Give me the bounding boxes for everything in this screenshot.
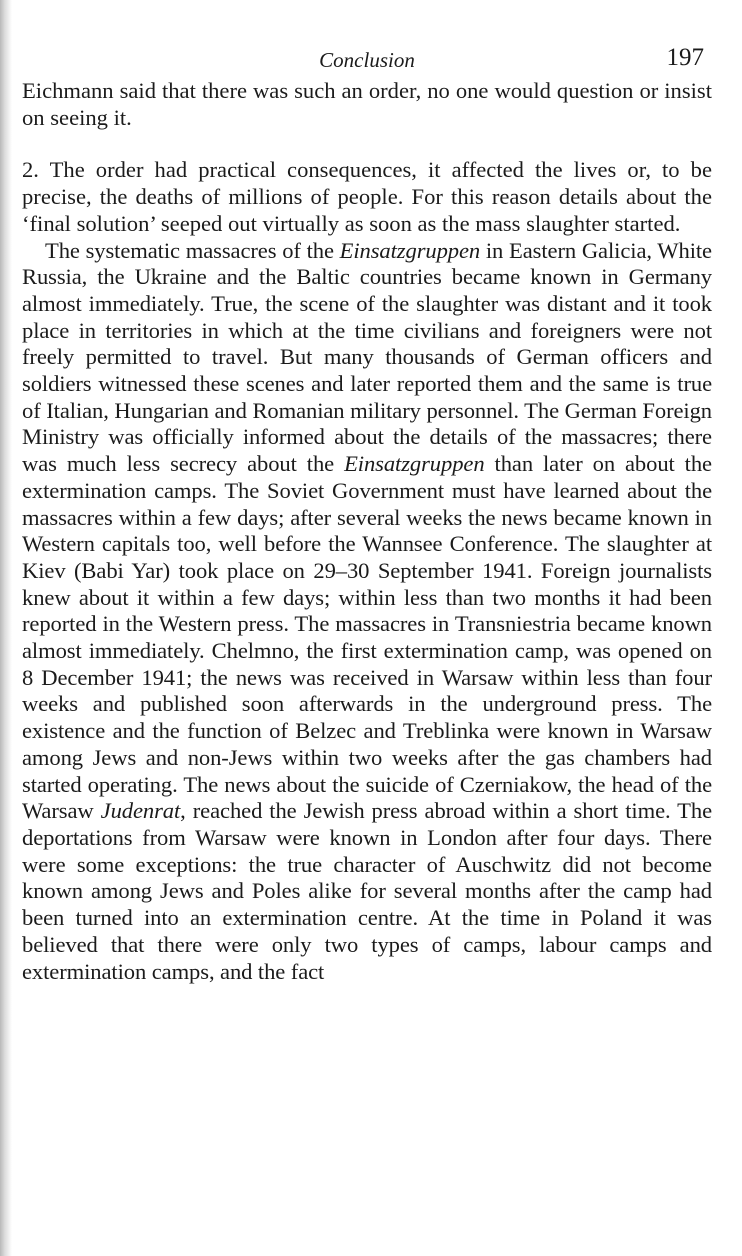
page-edge-shadow: [0, 0, 12, 1256]
italic-term: Einsatzgruppen: [339, 237, 481, 263]
italic-term: Einsatzgruppen: [344, 451, 485, 477]
text-run: The systematic massacres of the: [45, 237, 340, 263]
running-title: Conclusion: [319, 48, 415, 72]
italic-term: Judenrat: [100, 798, 181, 824]
text-run: than later on about the extermination camps. The Soviet Government must have learned about the massacres within a few days; after several weeks the news became known in Western capitals too, well before the Wannsee Conference. The slaughter at Kiev (Babi Yar) took place on 29–30 September 1941. Foreign journalists knew about it within a few days; within less than two months it had been reported in the Western press. The massacres in Transniestria became known almost immediately. Chelmno, the first extermination camp, was opened on 8 December 1941; the news was received in Warsaw within less than four weeks and published soon afterwards in the underground press. The existence and the function of Belzec and Treblinka were known in Warsaw among Jews and non-Jews within two weeks after the gas chambers had started operating. The news about the suicide of Czerniakow, the head of the Warsaw: [22, 451, 712, 824]
paragraph-point-2: 2. The order had practical consequences, it affected the lives or, to be precise, the deaths of millions of people. For this reason details about the ‘final solution’ seeped out virtually as soon as the mass slaughter started.: [22, 157, 712, 236]
text-run: in Eastern Galicia, White Russia, the Ukraine and the Baltic countries became known in Germany almost immediately. True, the scene of the slaughter was distant and it took place in territories in which at the time civilians and foreigners were not freely permitted to travel. But many thousands of German officers and soldiers witnessed these scenes and later reported them and the same is true of Italian, Hungarian and Romanian military personnel. The German Foreign Ministry was officially informed about the details of the massacres; there was much less secrecy about the: [22, 237, 712, 477]
page-header: [22, 44, 712, 78]
body-text: [22, 78, 712, 985]
text-run: , reached the Jewish press abroad within a short time. The deportations from Warsaw were known in London after four days. There were some exceptions: the true character of Auschwitz did not become known among Jews and Poles alike for several months after the camp had been turned into an extermination centre. At the time in Poland it was believed that there were only two types of camps, labour camps and extermination camps, and the fact: [22, 798, 712, 984]
book-page: [22, 44, 712, 985]
paragraph-continuation: Eichmann said that there was such an order, no one would question or insist on seeing it.: [22, 78, 712, 130]
page-number: 197: [666, 44, 704, 71]
paragraph-massacres: [22, 238, 712, 986]
